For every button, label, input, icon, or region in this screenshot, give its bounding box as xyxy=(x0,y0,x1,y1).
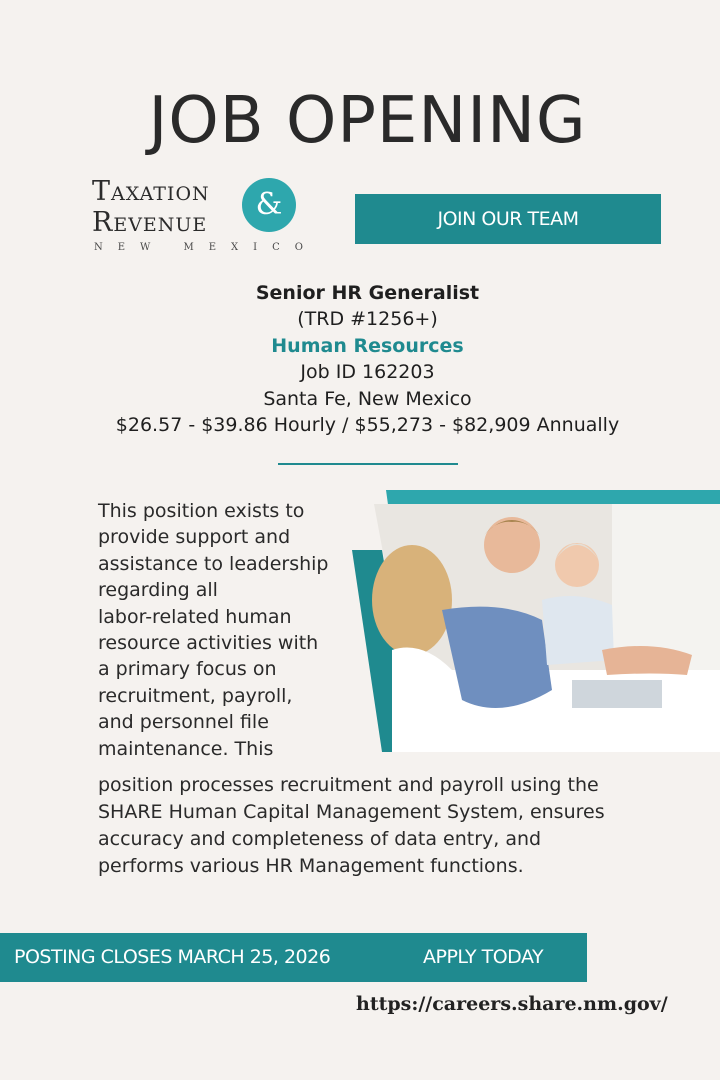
job-details xyxy=(0,280,720,438)
section-divider xyxy=(278,463,458,465)
job-department: Human Resources xyxy=(271,334,464,357)
logo-line-taxation: Taxation xyxy=(92,176,210,207)
job-id: Job ID 162203 xyxy=(300,361,435,384)
footer-banner xyxy=(0,933,587,982)
description-line: recruitment, payroll, xyxy=(98,684,293,707)
logo-line-new-mexico: NEW MEXICO xyxy=(94,242,318,253)
woman-hair xyxy=(372,545,452,655)
join-our-team-button[interactable]: JOIN OUR TEAM xyxy=(355,194,661,244)
description-line: resource activities with xyxy=(98,632,319,655)
job-code: (TRD #1256+) xyxy=(297,308,438,331)
logo-ampersand-badge: & xyxy=(242,178,296,232)
description-line: accuracy and completeness of data entry, and xyxy=(98,828,542,850)
description-intro xyxy=(98,498,348,762)
description-line: SHARE Human Capital Management System, ensures xyxy=(98,801,605,823)
description-line: This position exists to xyxy=(98,500,305,522)
description-line: maintenance. This xyxy=(98,737,274,760)
description-line: and personnel file xyxy=(98,711,269,734)
job-salary: $26.57 - $39.86 Hourly / $55,273 - $82,909 Annually xyxy=(115,414,620,437)
posting-closes-text: POSTING CLOSES MARCH 25, 2026 xyxy=(14,946,331,968)
man-face xyxy=(484,517,540,573)
page-headline: JOB OPENING xyxy=(148,84,587,158)
description-line: assistance to leadership xyxy=(98,552,329,575)
description-line: position processes recruitment and payroll using the xyxy=(98,774,599,796)
apply-today-button[interactable]: APPLY TODAY xyxy=(423,946,544,968)
logo-line-revenue: Revenue xyxy=(92,207,208,238)
description-continued xyxy=(98,772,658,880)
description-line: a primary focus on xyxy=(98,658,277,681)
careers-link[interactable]: https://careers.share.nm.gov/ xyxy=(356,993,668,1015)
description-line: regarding all xyxy=(98,579,218,602)
description-line: labor-related human xyxy=(98,605,292,628)
agency-logo xyxy=(92,176,318,264)
job-location: Santa Fe, New Mexico xyxy=(263,387,472,410)
description-line: provide support and xyxy=(98,526,291,549)
laptop xyxy=(572,680,662,708)
job-title: Senior HR Generalist xyxy=(255,282,480,304)
description-line: performs various HR Management functions. xyxy=(98,855,524,877)
team-photo xyxy=(352,490,720,752)
older-woman-face xyxy=(555,543,599,587)
